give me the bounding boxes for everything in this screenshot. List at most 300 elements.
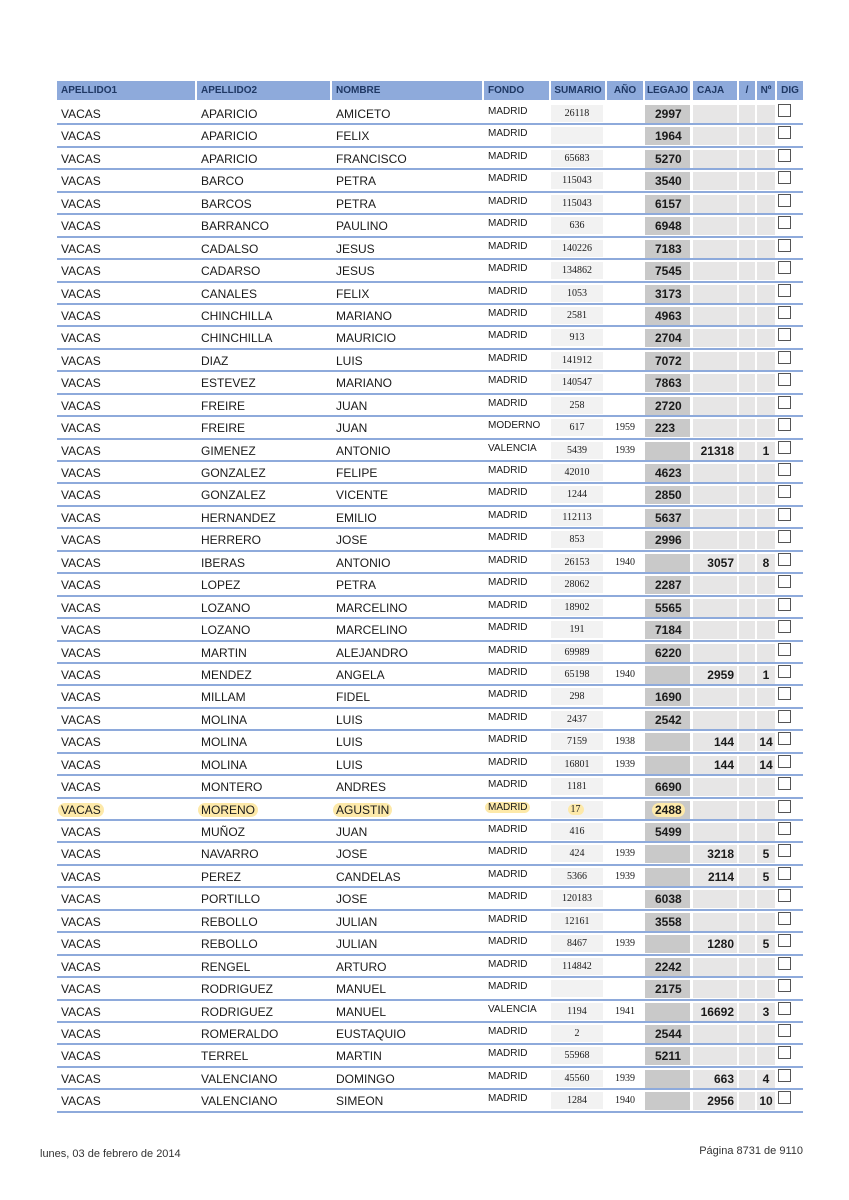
cell-anio: 1941 — [615, 1005, 635, 1017]
cell-apellido1: VACAS — [61, 264, 101, 279]
cell-caja — [693, 419, 737, 437]
cell-apellido2: CADARSO — [201, 264, 261, 279]
cell-caja — [693, 240, 737, 258]
table-row — [57, 462, 803, 484]
cell-num — [757, 1025, 775, 1043]
cell-apellido2: ESTEVEZ — [201, 376, 256, 391]
cell-slash — [739, 913, 755, 931]
table-row — [57, 170, 803, 192]
cell-legajo: 6948 — [645, 217, 690, 235]
cell-nombre: MARTIN — [336, 1049, 382, 1064]
cell-nombre: JULIAN — [336, 937, 378, 952]
dig-checkbox[interactable] — [778, 216, 791, 229]
cell-apellido1: VACAS — [61, 645, 101, 660]
cell-fondo: MADRID — [488, 689, 528, 701]
dig-checkbox[interactable] — [778, 194, 791, 207]
cell-sumario: 1053 — [551, 285, 603, 302]
dig-checkbox[interactable] — [778, 687, 791, 700]
cell-anio — [607, 217, 643, 234]
cell-caja — [693, 486, 737, 504]
cell-apellido2: LOPEZ — [201, 578, 241, 593]
cell-caja — [693, 262, 737, 280]
cell-slash — [739, 150, 755, 168]
cell-legajo: 5211 — [645, 1047, 690, 1065]
table-row — [57, 888, 803, 910]
cell-anio — [607, 352, 643, 369]
cell-nombre: LUIS — [336, 712, 363, 727]
cell-apellido1: VACAS — [61, 533, 101, 548]
dig-checkbox[interactable] — [778, 710, 791, 723]
table-row — [57, 103, 803, 125]
cell-apellido1: VACAS — [61, 578, 101, 593]
cell-apellido1: VACAS — [61, 757, 101, 772]
cell-caja — [693, 1025, 737, 1043]
cell-caja — [693, 285, 737, 303]
cell-caja: 2956 — [693, 1092, 737, 1110]
dig-checkbox[interactable] — [778, 1091, 791, 1104]
cell-fondo: MADRID — [488, 487, 528, 499]
footer-date: lunes, 03 de febrero de 2014 — [40, 1148, 181, 1160]
cell-apellido1: VACAS — [61, 286, 101, 301]
cell-fondo: VALENCIA — [488, 1003, 537, 1015]
cell-legajo — [645, 935, 690, 953]
cell-apellido2: CHINCHILLA — [201, 331, 273, 346]
cell-caja: 2114 — [693, 868, 737, 886]
header-dig: DIG — [777, 81, 803, 100]
dig-checkbox[interactable] — [778, 575, 791, 588]
dig-checkbox[interactable] — [778, 373, 791, 386]
cell-caja: 144 — [693, 756, 737, 774]
cell-sumario: 16801 — [551, 756, 603, 773]
cell-slash — [739, 217, 755, 235]
cell-sumario: 913 — [551, 329, 603, 346]
dig-checkbox[interactable] — [778, 485, 791, 498]
cell-legajo: 1690 — [645, 688, 690, 706]
cell-caja: 663 — [693, 1070, 737, 1088]
dig-checkbox[interactable] — [778, 261, 791, 274]
cell-slash — [739, 980, 755, 998]
cell-fondo: MADRID — [488, 218, 528, 230]
cell-sumario: 140226 — [551, 240, 603, 257]
cell-num — [757, 688, 775, 706]
cell-caja — [693, 576, 737, 594]
cell-slash — [739, 240, 755, 258]
cell-legajo: 3540 — [645, 172, 690, 190]
cell-num — [757, 801, 775, 819]
cell-sumario: 424 — [551, 845, 603, 862]
cell-num: 4 — [757, 1070, 775, 1088]
dig-checkbox[interactable] — [778, 665, 791, 678]
table-row — [57, 238, 803, 260]
cell-fondo: MADRID — [488, 375, 528, 387]
cell-slash — [739, 374, 755, 392]
cell-sumario: 26118 — [551, 105, 603, 122]
cell-apellido2: BARCO — [201, 174, 244, 189]
cell-sumario: 5366 — [551, 868, 603, 885]
dig-checkbox[interactable] — [778, 171, 791, 184]
cell-slash — [739, 329, 755, 347]
header-apellido1: APELLIDO1 — [57, 81, 195, 100]
table-row — [57, 350, 803, 372]
cell-fondo: MADRID — [488, 891, 528, 903]
cell-sumario: 55968 — [551, 1047, 603, 1064]
cell-num — [757, 262, 775, 280]
table-row — [57, 283, 803, 305]
table-row — [57, 327, 803, 349]
cell-num — [757, 329, 775, 347]
cell-caja — [693, 599, 737, 617]
cell-anio — [607, 531, 643, 548]
table-row — [57, 843, 803, 865]
cell-nombre: LUIS — [336, 757, 363, 772]
header-legajo: LEGAJO — [645, 81, 690, 100]
cell-slash — [739, 352, 755, 370]
cell-anio — [607, 285, 643, 302]
cell-nombre: ANDRES — [336, 780, 387, 795]
table-row — [57, 956, 803, 978]
cell-apellido2: FREIRE — [201, 398, 246, 413]
dig-checkbox[interactable] — [778, 1046, 791, 1059]
cell-anio — [607, 509, 643, 526]
cell-caja — [693, 711, 737, 729]
cell-nombre: ARTURO — [336, 959, 387, 974]
cell-anio — [607, 127, 643, 144]
cell-num: 5 — [757, 868, 775, 886]
cell-slash — [739, 890, 755, 908]
cell-apellido2: CANALES — [201, 286, 258, 301]
cell-anio — [607, 329, 643, 346]
cell-slash — [739, 666, 755, 684]
cell-fondo: MADRID — [488, 666, 528, 678]
cell-anio: 1939 — [615, 444, 635, 456]
cell-fondo: MADRID — [488, 240, 528, 252]
cell-caja — [693, 217, 737, 235]
dig-checkbox[interactable] — [778, 1024, 791, 1037]
cell-fondo: MADRID — [488, 734, 528, 746]
dig-checkbox[interactable] — [778, 553, 791, 566]
footer-page: Página 8731 de 9110 — [699, 1145, 803, 1157]
cell-apellido1: VACAS — [61, 129, 101, 144]
dig-checkbox[interactable] — [778, 822, 791, 835]
cell-slash — [739, 419, 755, 437]
cell-slash — [739, 105, 755, 123]
cell-num — [757, 419, 775, 437]
cell-sumario: 5439 — [551, 442, 603, 459]
dig-checkbox[interactable] — [778, 1069, 791, 1082]
cell-legajo — [645, 845, 690, 863]
cell-slash — [739, 172, 755, 190]
cell-num — [757, 958, 775, 976]
cell-fondo: MADRID — [488, 868, 528, 880]
dig-checkbox[interactable] — [778, 306, 791, 319]
dig-checkbox[interactable] — [778, 598, 791, 611]
dig-checkbox[interactable] — [778, 643, 791, 656]
cell-slash — [739, 801, 755, 819]
cell-apellido2: MOLINA — [201, 735, 248, 750]
cell-apellido2: DIAZ — [201, 353, 229, 368]
cell-fondo: MADRID — [488, 958, 528, 970]
cell-nombre: MARCELINO — [336, 623, 408, 638]
table-row — [57, 799, 803, 821]
dig-checkbox[interactable] — [778, 889, 791, 902]
cell-apellido1: VACAS — [61, 937, 101, 952]
cell-anio — [607, 307, 643, 324]
cell-anio: 1938 — [615, 736, 635, 748]
dig-checkbox[interactable] — [778, 732, 791, 745]
table-row — [57, 642, 803, 664]
cell-caja: 3057 — [693, 554, 737, 572]
cell-nombre: FELIX — [336, 129, 370, 144]
table-row — [57, 866, 803, 888]
cell-apellido2: MARTIN — [201, 645, 247, 660]
cell-apellido2: TERREL — [201, 1049, 249, 1064]
cell-num — [757, 823, 775, 841]
cell-fondo: MADRID — [488, 465, 528, 476]
table-row — [57, 417, 803, 439]
cell-caja: 2959 — [693, 666, 737, 684]
dig-checkbox[interactable] — [778, 867, 791, 880]
cell-anio: 1939 — [615, 848, 635, 860]
cell-sumario: 2437 — [551, 711, 603, 728]
cell-fondo: VALENCIA — [488, 442, 537, 454]
cell-fondo: MADRID — [488, 711, 528, 723]
cell-anio — [607, 374, 643, 391]
cell-caja — [693, 621, 737, 639]
table-row — [57, 125, 803, 147]
cell-legajo — [645, 1092, 690, 1110]
cell-slash — [739, 644, 755, 662]
cell-caja — [693, 464, 737, 482]
cell-sumario: 134862 — [551, 262, 603, 279]
dig-checkbox[interactable] — [778, 800, 791, 813]
cell-apellido2: MOLINA — [201, 712, 248, 727]
cell-caja — [693, 958, 737, 976]
cell-slash — [739, 845, 755, 863]
cell-slash — [739, 733, 755, 751]
cell-legajo — [645, 554, 690, 572]
cell-legajo: 2850 — [645, 486, 690, 504]
cell-apellido1: VACAS — [61, 196, 101, 211]
cell-fondo: MADRID — [488, 263, 528, 275]
cell-apellido1: VACAS — [61, 510, 101, 525]
dig-checkbox[interactable] — [778, 620, 791, 633]
cell-caja — [693, 307, 737, 325]
cell-fondo: MADRID — [488, 195, 528, 207]
cell-slash — [739, 935, 755, 953]
cell-legajo: 2175 — [645, 980, 690, 998]
cell-anio — [607, 150, 643, 167]
cell-fondo: MADRID — [488, 913, 528, 925]
table-row — [57, 911, 803, 933]
cell-caja — [693, 980, 737, 998]
dig-checkbox[interactable] — [778, 104, 791, 117]
cell-apellido1: VACAS — [61, 241, 101, 256]
cell-num: 1 — [757, 442, 775, 460]
table-row — [57, 574, 803, 596]
cell-slash — [739, 1003, 755, 1021]
cell-nombre: PAULINO — [336, 219, 388, 234]
table-row — [57, 552, 803, 574]
cell-legajo: 1964 — [645, 127, 690, 145]
cell-legajo: 223 — [645, 419, 690, 437]
table-row — [57, 776, 803, 798]
cell-sumario: 28062 — [551, 576, 603, 593]
cell-nombre: JESUS — [336, 264, 375, 279]
cell-sumario: 65198 — [551, 666, 603, 683]
cell-apellido1: VACAS — [61, 331, 101, 346]
cell-apellido2: GONZALEZ — [201, 488, 266, 503]
cell-slash — [739, 285, 755, 303]
cell-apellido1: VACAS — [61, 712, 101, 727]
cell-sumario: 853 — [551, 531, 603, 548]
table-row — [57, 440, 803, 462]
dig-checkbox[interactable] — [778, 328, 791, 341]
cell-legajo — [645, 1070, 690, 1088]
cell-legajo — [645, 756, 690, 774]
cell-apellido2: RODRIGUEZ — [201, 982, 273, 997]
dig-checkbox[interactable] — [778, 239, 791, 252]
cell-caja: 1280 — [693, 935, 737, 953]
cell-legajo: 2287 — [645, 576, 690, 594]
cell-caja — [693, 397, 737, 415]
header-sumario: SUMARIO — [551, 81, 605, 100]
dig-checkbox[interactable] — [778, 396, 791, 409]
cell-apellido1: VACAS — [61, 982, 101, 997]
dig-checkbox[interactable] — [778, 755, 791, 768]
cell-nombre: EMILIO — [336, 510, 377, 525]
cell-slash — [739, 621, 755, 639]
cell-num — [757, 397, 775, 415]
cell-apellido1: VACAS — [61, 799, 104, 819]
cell-apellido2: REBOLLO — [201, 937, 258, 952]
table-row — [57, 507, 803, 529]
cell-slash — [739, 531, 755, 549]
dig-checkbox[interactable] — [778, 463, 791, 476]
dig-checkbox[interactable] — [778, 844, 791, 857]
table-row — [57, 754, 803, 776]
cell-anio — [607, 195, 643, 212]
table-row — [57, 395, 803, 417]
cell-nombre: LUIS — [336, 353, 363, 368]
cell-sumario: 115043 — [551, 172, 603, 189]
cell-num — [757, 127, 775, 145]
table-row — [57, 709, 803, 731]
cell-legajo — [645, 442, 690, 460]
cell-fondo: MADRID — [488, 936, 528, 948]
cell-slash — [739, 599, 755, 617]
cell-num — [757, 576, 775, 594]
dig-checkbox[interactable] — [778, 149, 791, 162]
cell-fondo: MADRID — [488, 824, 528, 835]
cell-apellido1: VACAS — [61, 107, 101, 121]
cell-nombre: ANTONIO — [336, 555, 391, 570]
table-row — [57, 597, 803, 619]
dig-checkbox[interactable] — [778, 126, 791, 139]
dig-checkbox[interactable] — [778, 530, 791, 543]
table-row — [57, 933, 803, 955]
dig-checkbox[interactable] — [778, 912, 791, 925]
dig-checkbox[interactable] — [778, 1002, 791, 1015]
cell-legajo: 6690 — [645, 778, 690, 796]
cell-nombre: JUAN — [336, 825, 368, 839]
table-row — [57, 978, 803, 1000]
cell-apellido1: VACAS — [61, 151, 101, 166]
cell-legajo: 3173 — [645, 285, 690, 303]
cell-anio: 1940 — [615, 668, 635, 680]
dig-checkbox[interactable] — [778, 508, 791, 521]
cell-nombre: MARCELINO — [336, 600, 408, 615]
cell-apellido2: CADALSO — [201, 241, 259, 256]
cell-nombre: EUSTAQUIO — [336, 1026, 406, 1041]
dig-checkbox[interactable] — [778, 441, 791, 454]
dig-checkbox[interactable] — [778, 934, 791, 947]
cell-apellido1: VACAS — [61, 1071, 101, 1086]
cell-apellido1: VACAS — [61, 353, 101, 368]
cell-anio — [607, 105, 643, 122]
cell-anio — [607, 644, 643, 661]
cell-apellido1: VACAS — [61, 466, 101, 480]
cell-anio — [607, 397, 643, 414]
cell-apellido1: VACAS — [61, 174, 101, 189]
cell-apellido1: VACAS — [61, 308, 101, 323]
cell-sumario: 17 — [551, 801, 603, 818]
cell-nombre: CANDELAS — [336, 869, 401, 884]
cell-anio: 1940 — [615, 556, 635, 568]
cell-legajo: 4963 — [645, 307, 690, 325]
cell-slash — [739, 262, 755, 280]
table-row — [57, 305, 803, 327]
cell-legajo: 6220 — [645, 644, 690, 662]
cell-apellido1: VACAS — [61, 959, 101, 974]
header-apellido2: APELLIDO2 — [197, 81, 330, 100]
cell-apellido2: APARICIO — [201, 129, 258, 144]
dig-checkbox[interactable] — [778, 777, 791, 790]
cell-fondo: MADRID — [488, 1070, 528, 1082]
cell-apellido2: PORTILLO — [201, 892, 261, 907]
cell-sumario: 7159 — [551, 733, 603, 750]
cell-slash — [739, 1070, 755, 1088]
cell-num — [757, 1047, 775, 1065]
cell-sumario: 298 — [551, 688, 603, 705]
cell-nombre: DOMINGO — [336, 1071, 395, 1086]
cell-num — [757, 644, 775, 662]
header-nombre: NOMBRE — [332, 81, 482, 100]
cell-slash — [739, 486, 755, 504]
cell-nombre: JULIAN — [336, 914, 378, 929]
cell-fondo: MADRID — [488, 173, 528, 185]
cell-fondo: MADRID — [488, 622, 528, 634]
table-row — [57, 372, 803, 394]
dig-checkbox[interactable] — [778, 957, 791, 970]
cell-anio: 1939 — [615, 758, 635, 770]
cell-num: 8 — [757, 554, 775, 572]
cell-sumario: 112113 — [551, 509, 603, 526]
dig-checkbox[interactable] — [778, 351, 791, 364]
dig-checkbox[interactable] — [778, 284, 791, 297]
dig-checkbox[interactable] — [778, 979, 791, 992]
cell-legajo: 2704 — [645, 329, 690, 347]
cell-sumario: 115043 — [551, 195, 603, 212]
table-row — [57, 1090, 803, 1112]
cell-anio: 1939 — [615, 938, 635, 950]
cell-slash — [739, 195, 755, 213]
cell-apellido1: VACAS — [61, 1094, 101, 1109]
cell-legajo: 5270 — [645, 150, 690, 168]
dig-checkbox[interactable] — [778, 418, 791, 431]
cell-apellido2: LOZANO — [201, 623, 251, 638]
cell-apellido1: VACAS — [61, 1004, 101, 1019]
cell-apellido2: GONZALEZ — [201, 466, 266, 480]
